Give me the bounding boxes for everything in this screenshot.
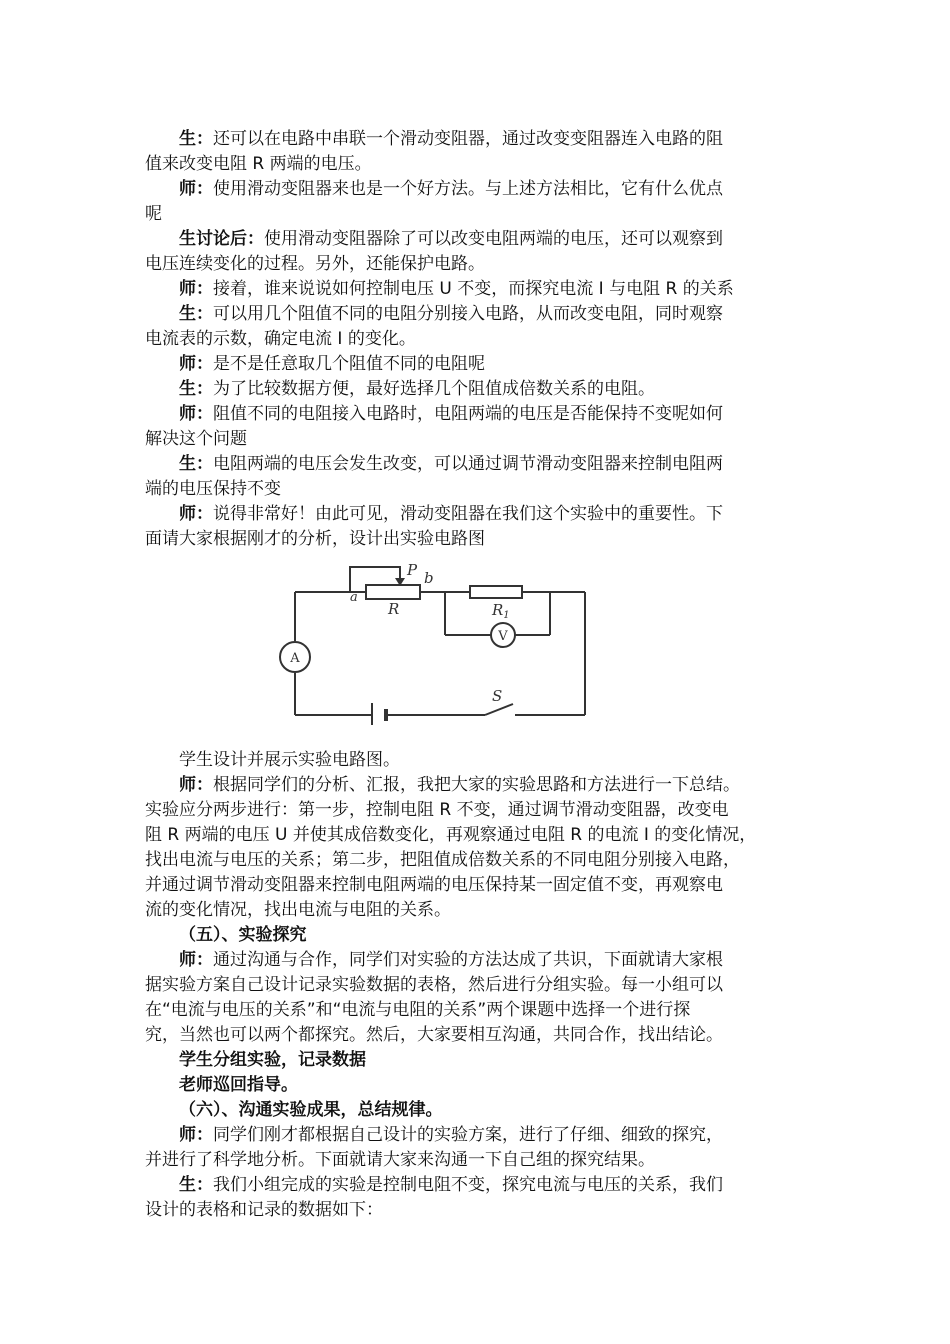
paragraph-line: 面请大家根据刚才的分析，设计出实验电路图 [145,529,485,549]
paragraph-line: 生讨论后：使用滑动变阻器除了可以改变电阻两端的电压，还可以观察到 [179,229,723,249]
resistor-r1 [470,586,522,598]
paragraph-line: 师：通过沟通与合作，同学们对实验的方法达成了共识，下面就请大家根 [179,950,723,970]
speaker-label: 生 [179,1175,196,1195]
bold-line: 学生分组实验，记录数据 [179,1050,366,1070]
paragraph-line: 生：电阻两端的电压会发生改变，可以通过调节滑动变阻器来控制电阻两 [179,454,723,474]
paragraph-line: 师：根据同学们的分析、汇报，我把大家的实验思路和方法进行一下总结。 [179,775,740,795]
paragraph-line: 师：是不是任意取几个阻值不同的电阻呢 [179,354,485,374]
speaker-label: 师 [179,1125,196,1145]
paragraph-line: 生：我们小组完成的实验是控制电阻不变，探究电流与电压的关系，我们 [179,1175,723,1195]
paragraph-line: 生：为了比较数据方便，最好选择几个阻值成倍数关系的电阻。 [179,379,655,399]
paragraph-line: 电压连续变化的过程。另外，还能保护电路。 [145,254,485,274]
paragraph-line: 并进行了科学地分析。下面就请大家来沟通一下自己组的探究结果。 [145,1150,655,1170]
label-p: P [407,561,418,579]
paragraph-line: 呢 [145,204,162,224]
ammeter-label: A [290,651,300,666]
paragraph-line: 电流表的示数，确定电流 I 的变化。 [145,329,416,349]
speaker-label: 生 [179,129,196,149]
paragraph-line: 师：说得非常好！由此可见，滑动变阻器在我们这个实验中的重要性。下 [179,504,723,524]
paragraph-line: 师：同学们刚才都根据自己设计的实验方案，进行了仔细、细致的探究， [179,1125,723,1145]
speaker-label: 师 [179,504,196,524]
rheostat-resistor [366,585,420,599]
paragraph-line: 解决这个问题 [145,429,247,449]
speaker-label: 师 [179,179,196,199]
label-r: R [388,600,400,618]
paragraph-line: 设计的表格和记录的数据如下： [145,1200,383,1220]
label-r1: $R_1$ [492,601,510,621]
paragraph-line: 据实验方案自己设计记录实验数据的表格，然后进行分组实验。每一小组可以 [145,975,723,995]
speaker-label: 师 [179,354,196,374]
label-s: S [492,687,503,705]
speaker-label: 师 [179,950,196,970]
paragraph-line: 究，当然也可以两个都探究。然后，大家要相互沟通，共同合作，找出结论。 [145,1025,723,1045]
speaker-label: 生 [179,379,196,399]
paragraph-line: 在“电流与电压的关系”和“电流与电阻的关系”两个课题中选择一个进行探 [145,1000,691,1020]
speaker-label: 师 [179,279,196,299]
paragraph-line: 学生设计并展示实验电路图。 [179,750,400,770]
speaker-label: 师 [179,404,196,424]
paragraph-line: 端的电压保持不变 [145,479,281,499]
section-heading: （五）、实验探究 [179,925,307,945]
paragraph-line: 阻 R 两端的电压 U 并使其成倍数变化，再观察通过电阻 R 的电流 I 的变化情况， [145,825,757,845]
paragraph-line: 师：阻值不同的电阻接入电路时，电阻两端的电压是否能保持不变呢如何 [179,404,723,424]
speaker-label: 师 [179,775,196,795]
speaker-label: 生讨论后 [179,229,247,249]
speaker-label: 生 [179,304,196,324]
paragraph-line: 并通过调节滑动变阻器来控制电阻两端的电压保持某一固定值不变，再观察电 [145,875,723,895]
paragraph-line: 实验应分两步进行：第一步，控制电阻 R 不变，通过调节滑动变阻器，改变电 [145,800,729,820]
paragraph-line: 值来改变电阻 R 两端的电压。 [145,154,372,174]
paragraph-line: 师：接着，谁来说说如何控制电压 U 不变，而探究电流 I 与电阻 R 的关系 [179,279,734,299]
paragraph-line: 生：可以用几个阻值不同的电阻分别接入电路，从而改变电阻，同时观察 [179,304,723,324]
paragraph-line: 流的变化情况，找出电流与电阻的关系。 [145,900,451,920]
voltmeter-label: V [498,629,508,644]
bold-line: 老师巡回指导。 [179,1075,298,1095]
circuit-diagram [270,555,610,725]
speaker-label: 生 [179,454,196,474]
paragraph-line: 找出电流与电压的关系；第二步，把阻值成倍数关系的不同电阻分别接入电路， [145,850,740,870]
label-a: a [350,590,358,605]
paragraph-line: 生：还可以在电路中串联一个滑动变阻器，通过改变变阻器连入电路的阻 [179,129,723,149]
paragraph-line: 师：使用滑动变阻器来也是一个好方法。与上述方法相比，它有什么优点 [179,179,723,199]
label-b: b [424,569,434,587]
section-heading: （六）、沟通实验成果，总结规律。 [179,1100,443,1120]
switch [485,704,513,715]
